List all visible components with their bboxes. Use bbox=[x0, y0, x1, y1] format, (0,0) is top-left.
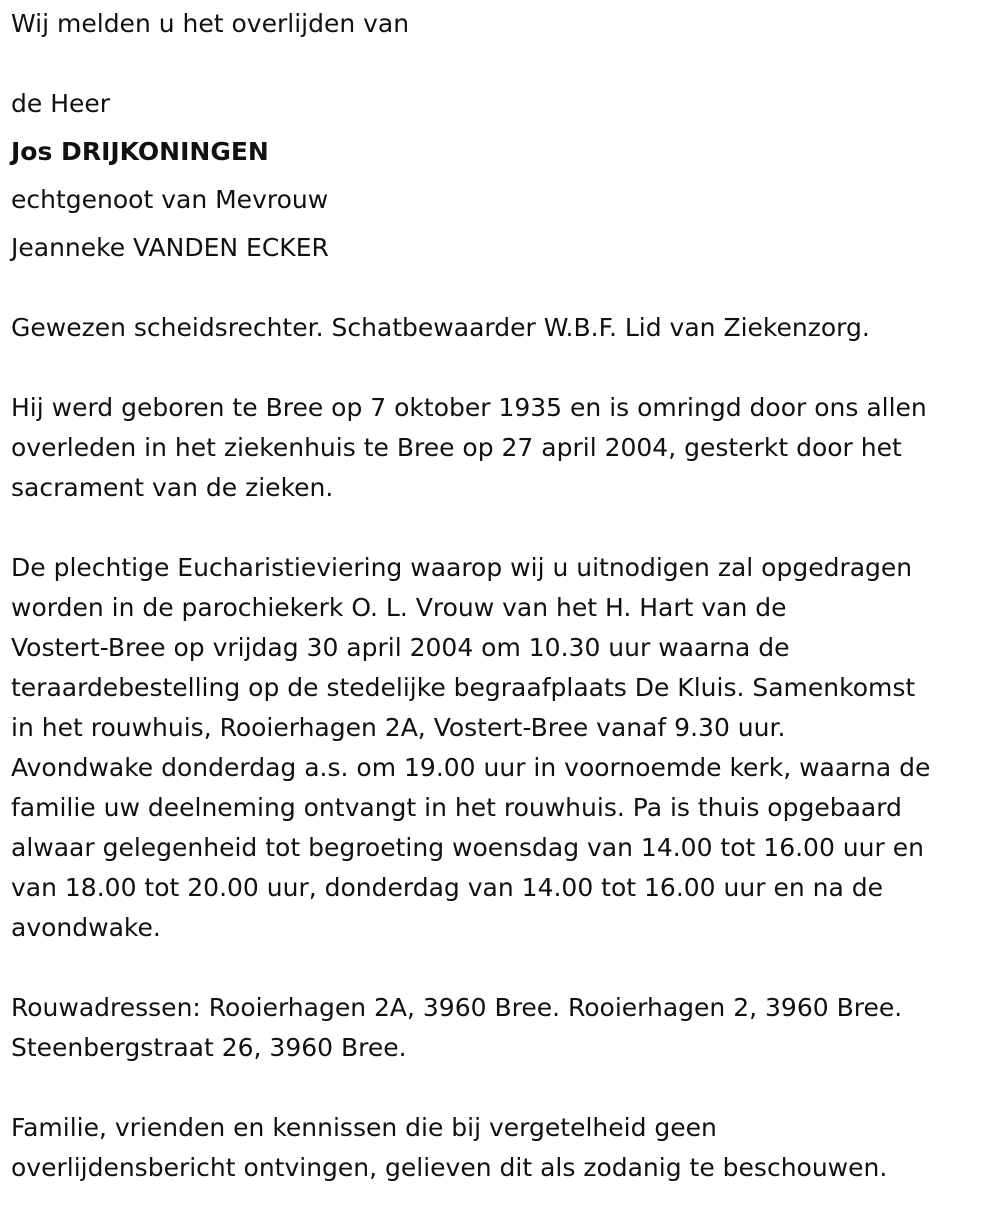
paragraph-line: worden in de parochiekerk O. L. Vrouw van het H. Hart van de bbox=[11, 593, 787, 622]
paragraph-line: Steenbergstraat 26, 3960 Bree. bbox=[11, 1033, 407, 1062]
paragraph-line: overleden in het ziekenhuis te Bree op 27 april 2004, gesterkt door het bbox=[11, 433, 902, 462]
title-prefix: de Heer bbox=[11, 89, 111, 118]
paragraph-line: overlijdensbericht ontvingen, gelieven dit als zodanig te beschouwen. bbox=[11, 1153, 888, 1182]
roles-line: Gewezen scheidsrechter. Schatbewaarder W.B.F. Lid van Ziekenzorg. bbox=[11, 313, 870, 342]
paragraph-line: Avondwake donderdag a.s. om 19.00 uur in voornoemde kerk, waarna de bbox=[11, 753, 931, 782]
paragraph-line: teraardebestelling op de stedelijke begraafplaats De Kluis. Samenkomst bbox=[11, 673, 916, 702]
paragraph-line: Rouwadressen: Rooierhagen 2A, 3960 Bree. Rooierhagen 2, 3960 Bree. bbox=[11, 993, 903, 1022]
addresses-paragraph bbox=[11, 988, 989, 1068]
paragraph-line: Vostert-Bree op vrijdag 30 april 2004 om 10.30 uur waarna de bbox=[11, 633, 790, 662]
spouse-name: Jeanneke VANDEN ECKER bbox=[11, 233, 329, 262]
paragraph-line: Familie, vrienden en kennissen die bij vergetelheid geen bbox=[11, 1113, 717, 1142]
paragraph-line: sacrament van de zieken. bbox=[11, 473, 334, 502]
paragraph-line: alwaar gelegenheid tot begroeting woensdag van 14.00 tot 16.00 uur en bbox=[11, 833, 924, 862]
ceremony-paragraph bbox=[11, 548, 989, 948]
birth-death-paragraph bbox=[11, 388, 989, 508]
paragraph-line: Hij werd geboren te Bree op 7 oktober 1935 en is omringd door ons allen bbox=[11, 393, 927, 422]
spouse-label: echtgenoot van Mevrouw bbox=[11, 185, 329, 214]
paragraph-line: familie uw deelneming ontvangt in het rouwhuis. Pa is thuis opgebaard bbox=[11, 793, 902, 822]
paragraph-line: van 18.00 tot 20.00 uur, donderdag van 14.00 tot 16.00 uur en na de bbox=[11, 873, 883, 902]
closing-paragraph bbox=[11, 1108, 989, 1188]
paragraph-line: avondwake. bbox=[11, 913, 161, 942]
paragraph-line: De plechtige Eucharistieviering waarop wij u uitnodigen zal opgedragen bbox=[11, 553, 913, 582]
intro-line: Wij melden u het overlijden van bbox=[11, 9, 410, 38]
deceased-name: Jos DRIJKONINGEN bbox=[11, 137, 269, 166]
paragraph-line: in het rouwhuis, Rooierhagen 2A, Vostert-Bree vanaf 9.30 uur. bbox=[11, 713, 786, 742]
